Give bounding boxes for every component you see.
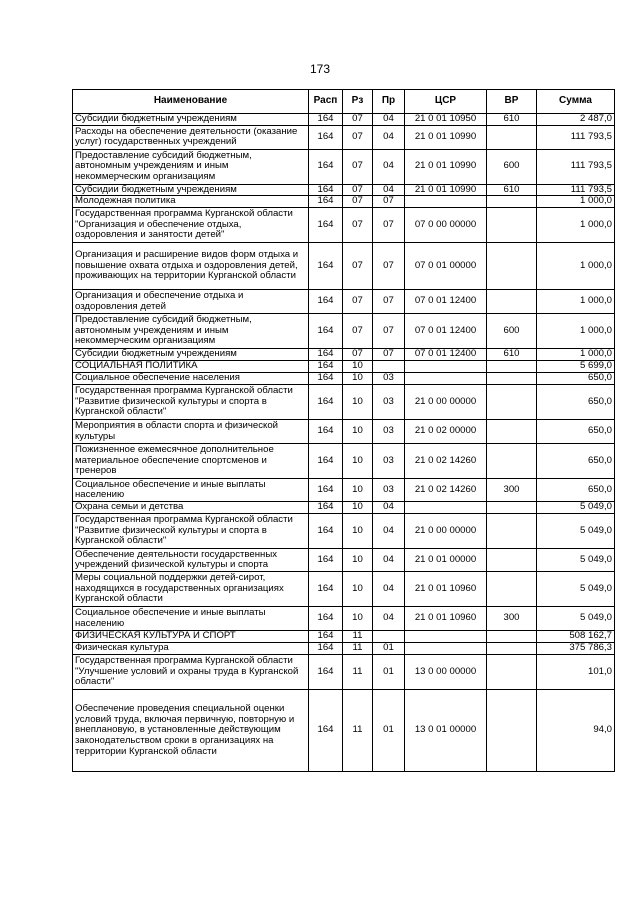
cell-sum: 1 000,0 xyxy=(537,290,615,314)
cell-rasp: 164 xyxy=(309,208,343,243)
cell-pr: 01 xyxy=(373,655,405,690)
cell-csr: 13 0 01 00000 xyxy=(405,690,487,772)
cell-name: Мероприятия в области спорта и физической культуры xyxy=(73,420,309,444)
cell-vr xyxy=(487,690,537,772)
cell-sum: 650,0 xyxy=(537,373,615,385)
table-row xyxy=(73,349,615,361)
cell-name: Государственная программа Курганской области "Улучшение условий и охраны труда в Курганской области" xyxy=(73,655,309,690)
cell-vr: 600 xyxy=(487,314,537,349)
table-row xyxy=(73,479,615,502)
cell-vr xyxy=(487,643,537,655)
cell-csr xyxy=(405,631,487,643)
cell-pr: 04 xyxy=(373,114,405,126)
cell-sum: 508 162,7 xyxy=(537,631,615,643)
cell-name: Социальное обеспечение и иные выплаты населению xyxy=(73,479,309,502)
cell-sum: 650,0 xyxy=(537,479,615,502)
cell-csr xyxy=(405,361,487,373)
cell-pr: 04 xyxy=(373,514,405,549)
cell-rz: 10 xyxy=(343,385,373,420)
cell-pr: 04 xyxy=(373,125,405,149)
header-sum: Сумма xyxy=(537,90,615,114)
cell-pr: 07 xyxy=(373,208,405,243)
cell-csr xyxy=(405,643,487,655)
cell-vr: 610 xyxy=(487,184,537,196)
cell-csr: 21 0 02 00000 xyxy=(405,420,487,444)
cell-sum: 650,0 xyxy=(537,444,615,479)
cell-rz: 07 xyxy=(343,349,373,361)
cell-vr: 610 xyxy=(487,114,537,126)
cell-csr: 21 0 01 10990 xyxy=(405,125,487,149)
cell-pr: 04 xyxy=(373,184,405,196)
cell-rasp: 164 xyxy=(309,502,343,514)
cell-vr: 300 xyxy=(487,607,537,631)
cell-pr: 03 xyxy=(373,385,405,420)
cell-rasp: 164 xyxy=(309,549,343,572)
cell-csr: 21 0 00 00000 xyxy=(405,514,487,549)
cell-sum: 1 000,0 xyxy=(537,208,615,243)
cell-rasp: 164 xyxy=(309,631,343,643)
cell-sum: 5 049,0 xyxy=(537,607,615,631)
cell-rz: 10 xyxy=(343,572,373,607)
cell-vr xyxy=(487,361,537,373)
cell-rasp: 164 xyxy=(309,514,343,549)
header-csr: ЦСР xyxy=(405,90,487,114)
cell-pr: 04 xyxy=(373,149,405,184)
cell-rz: 10 xyxy=(343,502,373,514)
cell-csr xyxy=(405,373,487,385)
cell-pr: 07 xyxy=(373,349,405,361)
cell-rasp: 164 xyxy=(309,690,343,772)
cell-pr: 03 xyxy=(373,420,405,444)
cell-name: Социальное обеспечение населения xyxy=(73,373,309,385)
cell-name: ФИЗИЧЕСКАЯ КУЛЬТУРА И СПОРТ xyxy=(73,631,309,643)
cell-rz: 11 xyxy=(343,643,373,655)
cell-vr xyxy=(487,385,537,420)
cell-name: Меры социальной поддержки детей-сирот, находящихся в государственных организациях Курганской области xyxy=(73,572,309,607)
cell-csr: 21 0 00 00000 xyxy=(405,385,487,420)
cell-rasp: 164 xyxy=(309,572,343,607)
cell-name: Охрана семьи и детства xyxy=(73,502,309,514)
cell-pr: 04 xyxy=(373,502,405,514)
cell-rz: 10 xyxy=(343,361,373,373)
cell-sum: 101,0 xyxy=(537,655,615,690)
table-row xyxy=(73,643,615,655)
cell-vr xyxy=(487,514,537,549)
table-row xyxy=(73,502,615,514)
cell-vr: 610 xyxy=(487,349,537,361)
cell-rasp: 164 xyxy=(309,125,343,149)
cell-rasp: 164 xyxy=(309,149,343,184)
table-row xyxy=(73,631,615,643)
cell-name: Организация и обеспечение отдыха и оздоровления детей xyxy=(73,290,309,314)
cell-name: СОЦИАЛЬНАЯ ПОЛИТИКА xyxy=(73,361,309,373)
cell-rasp: 164 xyxy=(309,655,343,690)
cell-rz: 11 xyxy=(343,690,373,772)
cell-name: Субсидии бюджетным учреждениям xyxy=(73,349,309,361)
cell-name: Субсидии бюджетным учреждениям xyxy=(73,114,309,126)
table-row xyxy=(73,514,615,549)
cell-sum: 94,0 xyxy=(537,690,615,772)
table-row xyxy=(73,655,615,690)
cell-rz: 10 xyxy=(343,549,373,572)
cell-pr: 01 xyxy=(373,643,405,655)
header-name: Наименование xyxy=(73,90,309,114)
cell-sum: 1 000,0 xyxy=(537,314,615,349)
cell-sum: 650,0 xyxy=(537,420,615,444)
table-row xyxy=(73,125,615,149)
cell-pr: 03 xyxy=(373,373,405,385)
cell-vr xyxy=(487,502,537,514)
table-row xyxy=(73,690,615,772)
cell-csr: 07 0 00 00000 xyxy=(405,208,487,243)
cell-rasp: 164 xyxy=(309,385,343,420)
cell-pr: 07 xyxy=(373,314,405,349)
cell-vr: 600 xyxy=(487,149,537,184)
cell-name: Предоставление субсидий бюджетным, автономным учреждениям и иным некоммерческим организациям xyxy=(73,149,309,184)
cell-rz: 10 xyxy=(343,420,373,444)
cell-rz: 07 xyxy=(343,314,373,349)
header-rasp: Расп xyxy=(309,90,343,114)
cell-rasp: 164 xyxy=(309,243,343,290)
cell-vr xyxy=(487,208,537,243)
table-row xyxy=(73,314,615,349)
cell-name: Субсидии бюджетным учреждениям xyxy=(73,184,309,196)
header-rz: Рз xyxy=(343,90,373,114)
cell-rz: 07 xyxy=(343,290,373,314)
table-row xyxy=(73,444,615,479)
cell-rz: 07 xyxy=(343,184,373,196)
page-number: 173 xyxy=(309,62,331,76)
cell-csr: 13 0 00 00000 xyxy=(405,655,487,690)
header-pr: Пр xyxy=(373,90,405,114)
cell-sum: 5 049,0 xyxy=(537,549,615,572)
cell-pr: 01 xyxy=(373,690,405,772)
cell-csr: 21 0 02 14260 xyxy=(405,444,487,479)
cell-name: Государственная программа Курганской области "Развитие физической культуры и спорта в Курганской области" xyxy=(73,514,309,549)
cell-csr: 21 0 01 10960 xyxy=(405,572,487,607)
cell-pr xyxy=(373,631,405,643)
table-row xyxy=(73,208,615,243)
cell-csr: 21 0 02 14260 xyxy=(405,479,487,502)
cell-vr xyxy=(487,420,537,444)
cell-csr: 21 0 01 10960 xyxy=(405,607,487,631)
cell-name: Пожизненное ежемесячное дополнительное материальное обеспечение спортсменов и тренеров xyxy=(73,444,309,479)
cell-csr xyxy=(405,196,487,208)
table-row xyxy=(73,184,615,196)
cell-csr: 21 0 01 10950 xyxy=(405,114,487,126)
cell-pr: 04 xyxy=(373,549,405,572)
cell-csr: 07 0 01 12400 xyxy=(405,349,487,361)
cell-rz: 11 xyxy=(343,631,373,643)
cell-name: Обеспечение проведения специальной оценки условий труда, включая первичную, повторную и внеплановую, в установленные действующим законодательством сроки в организациях на территории Курганской области xyxy=(73,690,309,772)
cell-name: Физическая культура xyxy=(73,643,309,655)
cell-name: Организация и расширение видов форм отдыха и повышение охвата отдыха и оздоровления детей, проживающих на территории Курганской области xyxy=(73,243,309,290)
cell-vr xyxy=(487,290,537,314)
table-row xyxy=(73,373,615,385)
cell-rz: 07 xyxy=(343,208,373,243)
cell-vr xyxy=(487,572,537,607)
cell-name: Предоставление субсидий бюджетным, автономным учреждениям и иным некоммерческим организациям xyxy=(73,314,309,349)
cell-sum: 5 049,0 xyxy=(537,514,615,549)
cell-name: Социальное обеспечение и иные выплаты населению xyxy=(73,607,309,631)
cell-name: Молодежная политика xyxy=(73,196,309,208)
table-header-row xyxy=(73,90,615,114)
cell-rz: 10 xyxy=(343,373,373,385)
cell-csr: 21 0 01 10990 xyxy=(405,184,487,196)
table-row xyxy=(73,149,615,184)
cell-pr: 03 xyxy=(373,444,405,479)
table-row xyxy=(73,607,615,631)
cell-csr: 07 0 01 00000 xyxy=(405,243,487,290)
cell-sum: 1 000,0 xyxy=(537,196,615,208)
cell-rz: 10 xyxy=(343,607,373,631)
cell-name: Государственная программа Курганской области "Организация и обеспечение отдыха, оздоровления и занятости детей" xyxy=(73,208,309,243)
cell-rasp: 164 xyxy=(309,290,343,314)
cell-rz: 10 xyxy=(343,514,373,549)
cell-rasp: 164 xyxy=(309,114,343,126)
cell-rz: 07 xyxy=(343,243,373,290)
cell-pr: 04 xyxy=(373,607,405,631)
cell-rasp: 164 xyxy=(309,196,343,208)
cell-vr xyxy=(487,243,537,290)
table-row xyxy=(73,243,615,290)
cell-rz: 07 xyxy=(343,114,373,126)
cell-rasp: 164 xyxy=(309,184,343,196)
cell-csr: 21 0 01 10990 xyxy=(405,149,487,184)
cell-sum: 111 793,5 xyxy=(537,125,615,149)
cell-csr xyxy=(405,502,487,514)
cell-name: Государственная программа Курганской области "Развитие физической культуры и спорта в Курганской области" xyxy=(73,385,309,420)
cell-sum: 2 487,0 xyxy=(537,114,615,126)
cell-rz: 11 xyxy=(343,655,373,690)
cell-name: Обеспечение деятельности государственных учреждений физической культуры и спорта xyxy=(73,549,309,572)
cell-vr xyxy=(487,196,537,208)
cell-rz: 10 xyxy=(343,444,373,479)
cell-rz: 07 xyxy=(343,149,373,184)
cell-rz: 07 xyxy=(343,196,373,208)
cell-rasp: 164 xyxy=(309,420,343,444)
cell-vr xyxy=(487,373,537,385)
cell-rasp: 164 xyxy=(309,479,343,502)
cell-sum: 1 000,0 xyxy=(537,243,615,290)
cell-rasp: 164 xyxy=(309,373,343,385)
budget-table xyxy=(72,89,615,772)
cell-vr xyxy=(487,631,537,643)
table-row xyxy=(73,114,615,126)
cell-sum: 5 699,0 xyxy=(537,361,615,373)
cell-sum: 650,0 xyxy=(537,385,615,420)
cell-vr: 300 xyxy=(487,479,537,502)
header-vr: ВР xyxy=(487,90,537,114)
table-row xyxy=(73,385,615,420)
table-row xyxy=(73,572,615,607)
cell-rz: 07 xyxy=(343,125,373,149)
table-row xyxy=(73,361,615,373)
cell-vr xyxy=(487,549,537,572)
table-row xyxy=(73,290,615,314)
cell-pr: 07 xyxy=(373,243,405,290)
table-row xyxy=(73,549,615,572)
cell-sum: 5 049,0 xyxy=(537,572,615,607)
cell-pr xyxy=(373,361,405,373)
cell-pr: 03 xyxy=(373,479,405,502)
cell-name: Расходы на обеспечение деятельности (оказание услуг) государственных учреждений xyxy=(73,125,309,149)
cell-pr: 07 xyxy=(373,290,405,314)
table-row xyxy=(73,420,615,444)
cell-rasp: 164 xyxy=(309,444,343,479)
cell-rasp: 164 xyxy=(309,361,343,373)
cell-csr: 07 0 01 12400 xyxy=(405,290,487,314)
cell-vr xyxy=(487,655,537,690)
cell-rasp: 164 xyxy=(309,314,343,349)
cell-csr: 07 0 01 12400 xyxy=(405,314,487,349)
cell-sum: 5 049,0 xyxy=(537,502,615,514)
table-row xyxy=(73,196,615,208)
cell-sum: 111 793,5 xyxy=(537,149,615,184)
cell-vr xyxy=(487,125,537,149)
cell-vr xyxy=(487,444,537,479)
cell-sum: 1 000,0 xyxy=(537,349,615,361)
cell-rasp: 164 xyxy=(309,349,343,361)
cell-sum: 375 786,3 xyxy=(537,643,615,655)
cell-rasp: 164 xyxy=(309,607,343,631)
cell-pr: 07 xyxy=(373,196,405,208)
cell-rasp: 164 xyxy=(309,643,343,655)
cell-pr: 04 xyxy=(373,572,405,607)
cell-csr: 21 0 01 00000 xyxy=(405,549,487,572)
cell-rz: 10 xyxy=(343,479,373,502)
cell-sum: 111 793,5 xyxy=(537,184,615,196)
